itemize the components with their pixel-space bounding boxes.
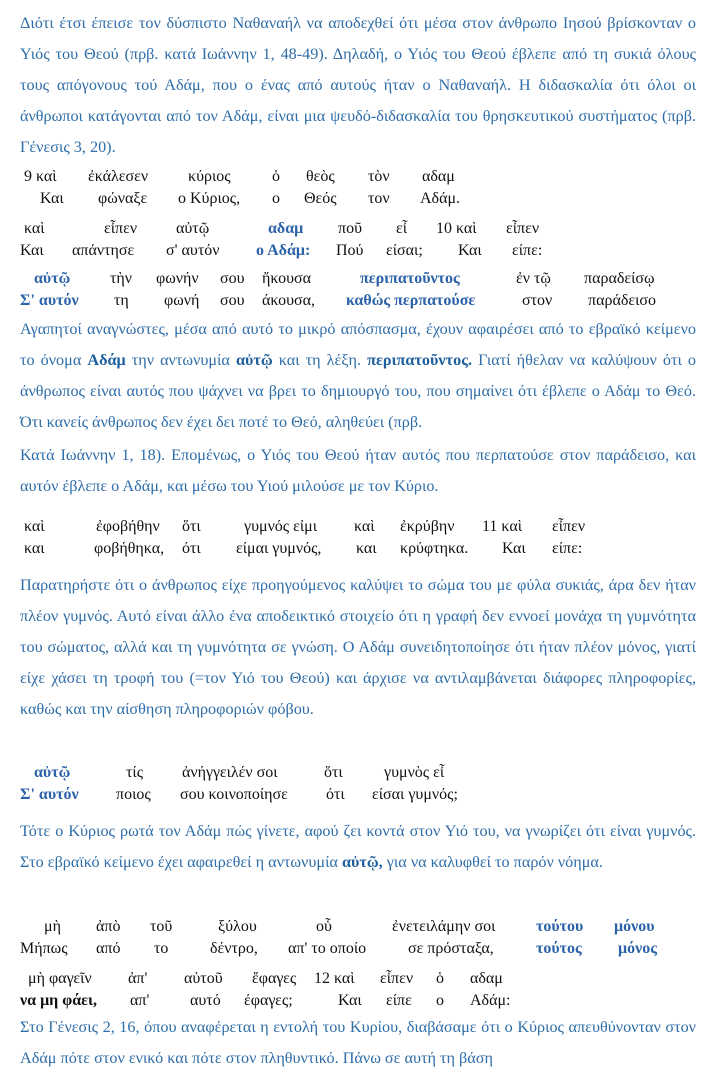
greek-word: 10 καὶ bbox=[436, 220, 477, 237]
translation-word: είπε: bbox=[512, 242, 543, 259]
translation-word: είπε: bbox=[552, 540, 583, 557]
greek-word: ἔφαγες bbox=[252, 970, 297, 987]
greek-word: περιπατοῦντος bbox=[360, 270, 460, 287]
translation-word: σου κοινοποίησε bbox=[180, 786, 288, 803]
translation-word: φοβήθηκα, bbox=[94, 540, 165, 557]
greek-word: μόνου bbox=[614, 918, 655, 935]
greek-word: 9 καὶ bbox=[24, 168, 57, 185]
paragraph-2 bbox=[20, 314, 696, 438]
paragraph-4: Παρατηρήστε ότι ο άνθρωπος είχε προηγούμενος καλύψει το σώμα του με φύλα συκιάς, άρα δεν ήταν πλέον γυμνός. Αυτό είναι άλλο ένα αποδεικτικό στοιχείο ότι η γραφή δεν εννοεί μονάχα τη γυμνότητα του σώματος, αλλά και τη γυμνότητα σε γνώση. Ο Αδάμ συνειδητοποίησε ότι ήταν πλέον μόνος, γιατί είχε χάσει τη τροφή του (=τον Υιό του Θεού) και άρχισε να αντιλαμβάνεται διάφορες πληροφορίες, καθώς και την αίσθηση πληροφοριών φόβου. bbox=[20, 576, 696, 718]
translation-word: και bbox=[356, 540, 377, 557]
greek-word: ἐν τῷ bbox=[516, 270, 551, 287]
paragraph-5-text-c: για να καλυφθεί το παρόν νόημα. bbox=[382, 853, 603, 871]
interlinear-4 bbox=[0, 518, 718, 564]
greek-word: αδαμ bbox=[422, 168, 455, 185]
interlinear-6 bbox=[0, 918, 718, 964]
greek-word: εἶπεν bbox=[380, 970, 414, 987]
translation-word: Αδάμ. bbox=[420, 190, 461, 207]
translation-word: σε πρόσταξα, bbox=[408, 940, 494, 957]
greek-word: αὐτῷ bbox=[34, 270, 71, 287]
greek-word: ὁ bbox=[436, 970, 444, 987]
greek-word: ἤκουσα bbox=[262, 270, 312, 287]
greek-word: ἐκάλεσεν bbox=[88, 168, 149, 185]
greek-word: εἶπεν bbox=[506, 220, 540, 237]
paragraph-2-text-a: Αγαπητοί αναγνώστες, μέσα από αυτό το μικρό απόσπασμα, έχουν αφαιρέσει από το εβραϊκό κείμενο το όνομα bbox=[20, 320, 696, 369]
greek-word: μὴ bbox=[44, 918, 61, 935]
paragraph-5 bbox=[20, 816, 696, 878]
greek-word: ἐφοβήθην bbox=[96, 518, 160, 535]
translation-word: και bbox=[24, 540, 45, 557]
translation-word: ότι bbox=[182, 540, 201, 557]
translation-word: ο Κύριος, bbox=[178, 190, 241, 207]
translation-word: παράδεισο bbox=[588, 292, 657, 309]
translation-word: Σ' αυτόν bbox=[20, 786, 79, 803]
paragraph-2-text-c: την αντωνυμία bbox=[125, 351, 236, 369]
greek-word: καὶ bbox=[354, 518, 375, 535]
greek-word: αὐτῷ bbox=[176, 220, 210, 237]
greek-word: κύριος bbox=[188, 168, 231, 185]
greek-word: ἀνήγγειλέν σοι bbox=[182, 764, 278, 781]
translation-word: το bbox=[154, 940, 169, 957]
translation-word: στον bbox=[522, 292, 553, 309]
paragraph-6: Στο Γένεσις 2, 16, όπου αναφέρεται η εντολή του Κυρίου, διαβάσαμε ότι ο Κύριος απευθύνονταν στον Αδάμ πότε στον ενικό και πότε στον πληθυντικό. Πάνω σε αυτή τη βάση bbox=[20, 1018, 696, 1067]
translation-word: ότι bbox=[326, 786, 345, 803]
greek-word: τίς bbox=[126, 764, 144, 781]
translation-word: Μήπως bbox=[20, 940, 68, 957]
translation-word: φώναξε bbox=[98, 190, 148, 207]
interlinear-2 bbox=[0, 220, 718, 266]
greek-word: 11 καὶ bbox=[482, 518, 523, 535]
translation-word: τη bbox=[114, 292, 129, 309]
interlinear-3 bbox=[0, 270, 718, 316]
paragraph-3: Κατά Ιωάννην 1, 18). Επομένως, ο Υιός του Θεού ήταν αυτός που περπατούσε στον παράδεισο, και αυτόν έβλεπε ο Αδάμ, και μέσω του Υιού μιλούσε με τον Κύριο. bbox=[20, 446, 696, 495]
translation-word: σ' αυτόν bbox=[166, 242, 220, 259]
translation-word: Και bbox=[338, 992, 362, 1009]
highlight-adam: Αδάμ bbox=[87, 351, 126, 369]
translation-word: απ' το οποίο bbox=[288, 940, 367, 957]
translation-word: τον bbox=[368, 190, 390, 207]
translation-word: απ' bbox=[130, 992, 150, 1009]
paragraph-1: Διότι έτσι έπεισε τον δύσπιστο Ναθαναήλ να αποδεχθεί ότι μέσα στον άνθρωπο Ιησού βρίσκονταν ο Υιός του Θεού (πρβ. κατά Ιωάννην 1, 48-49). Δηλαδή, ο Υιός του Θεού έβλεπε από τη συκιά όλους τους απόγονους τού Αδάμ, που ο ένας από αυτούς ήταν ο Ναθαναήλ. Η διδασκαλία ότι όλοι οι άνθρωποι κατάγονται από τον Αδάμ, είναι μια ψευδό-διδασκαλία του θρησκευτικού συστήματος (πρβ. Γένεσις 3, 20). bbox=[20, 14, 696, 156]
greek-word: εἶπεν bbox=[104, 220, 138, 237]
greek-word: γυμνός εἰμι bbox=[244, 518, 318, 535]
greek-word: τούτου bbox=[536, 918, 584, 935]
greek-word: καὶ bbox=[24, 518, 45, 535]
translation-word: Αδάμ: bbox=[470, 992, 511, 1009]
greek-word: θεὸς bbox=[306, 168, 335, 185]
translation-word: είμαι γυμνός, bbox=[236, 540, 322, 557]
greek-word: τὸν bbox=[368, 168, 390, 185]
translation-word: ο Αδάμ: bbox=[256, 242, 311, 259]
translation-word: από bbox=[96, 940, 121, 957]
greek-word: καὶ bbox=[24, 220, 45, 237]
greek-word: ὁ bbox=[272, 168, 280, 185]
translation-word: σου bbox=[220, 292, 245, 309]
paragraph-2-text-e: Γιατί ήθελαν να καλύψουν ότι ο άνθρωπος είναι αυτός που ψάχνει να βρει το δημιουργό του, που σημαίνει ότι έβλεπε ο Αδάμ το Θεό. Ότι κανείς άνθρωπος δεν έχει δει ποτέ το Θεό, αληθεύει (πρβ. bbox=[20, 351, 696, 431]
greek-word: ἀπὸ bbox=[96, 918, 121, 935]
greek-word: αὐτῷ bbox=[34, 764, 71, 781]
translation-word: Πού bbox=[336, 242, 364, 259]
greek-word: φωνήν bbox=[156, 270, 199, 287]
greek-word: ὅτι bbox=[324, 764, 343, 781]
translation-word: είσαι γυμνός; bbox=[372, 786, 458, 803]
greek-word: ποῦ bbox=[338, 220, 362, 237]
translation-word: Θεός bbox=[304, 190, 337, 207]
greek-word: ἐνετειλάμην σοι bbox=[392, 918, 496, 935]
translation-word: άκουσα, bbox=[262, 292, 316, 309]
greek-word: τοῦ bbox=[150, 918, 173, 935]
greek-word: ξύλου bbox=[218, 918, 257, 935]
interlinear-1 bbox=[0, 168, 718, 214]
translation-word: ο bbox=[272, 190, 280, 207]
greek-word: παραδείσῳ bbox=[584, 270, 655, 287]
translation-word: Και bbox=[40, 190, 64, 207]
translation-word: δέντρο, bbox=[210, 940, 258, 957]
translation-word: Σ' αυτόν bbox=[20, 292, 79, 309]
translation-word: ο bbox=[436, 992, 444, 1009]
greek-word: γυμνὸς εἶ bbox=[384, 764, 445, 781]
translation-word: μόνος bbox=[618, 940, 657, 957]
translation-word: καθώς περπατούσε bbox=[346, 292, 476, 309]
greek-word: εἶπεν bbox=[552, 518, 586, 535]
greek-word: ὅτι bbox=[182, 518, 201, 535]
greek-word: αδαμ bbox=[268, 220, 304, 237]
highlight-auto: αὐτῷ bbox=[235, 351, 273, 369]
translation-word: αυτό bbox=[190, 992, 221, 1009]
greek-word: εἶ bbox=[396, 220, 408, 237]
highlight-peripatountos: περιπατοῦντος. bbox=[367, 351, 473, 369]
translation-word: φωνή bbox=[164, 292, 200, 309]
translation-word: να μη φάει, bbox=[20, 992, 97, 1009]
translation-word: είσαι; bbox=[386, 242, 423, 259]
greek-word: 12 καὶ bbox=[314, 970, 355, 987]
greek-word: μὴ φαγεῖν bbox=[28, 970, 92, 987]
greek-word: ἐκρύβην bbox=[400, 518, 455, 535]
greek-word: σου bbox=[220, 270, 245, 287]
greek-word: αὐτοῦ bbox=[184, 970, 223, 987]
greek-word: αδαμ bbox=[470, 970, 503, 987]
greek-word: τὴν bbox=[110, 270, 133, 287]
interlinear-7 bbox=[0, 970, 718, 1016]
translation-word: είπε bbox=[386, 992, 412, 1009]
greek-word: οὗ bbox=[316, 918, 332, 935]
translation-word: απάντησε bbox=[72, 242, 135, 259]
translation-word: Και bbox=[20, 242, 44, 259]
paragraph-2-text-d: και τη λέξη. bbox=[272, 351, 368, 369]
translation-word: Και bbox=[458, 242, 482, 259]
interlinear-5 bbox=[0, 764, 718, 810]
greek-word: ἀπ' bbox=[128, 970, 148, 987]
paragraph-5-text-a: Τότε ο Κύριος ρωτά τον Αδάμ πώς γίνετε, αφού ζει κοντά στον Υιό του, να γνωρίζει ότι είναι γυμνός. Στο εβραϊκό κείμενο έχει αφαιρεθεί η αντωνυμία bbox=[20, 822, 696, 871]
highlight-auto: αὐτῷ, bbox=[341, 853, 383, 871]
translation-word: τούτος bbox=[536, 940, 582, 957]
translation-word: ποιος bbox=[116, 786, 151, 803]
translation-word: κρύφτηκα. bbox=[400, 540, 469, 557]
translation-word: έφαγες; bbox=[244, 992, 293, 1009]
translation-word: Και bbox=[502, 540, 526, 557]
